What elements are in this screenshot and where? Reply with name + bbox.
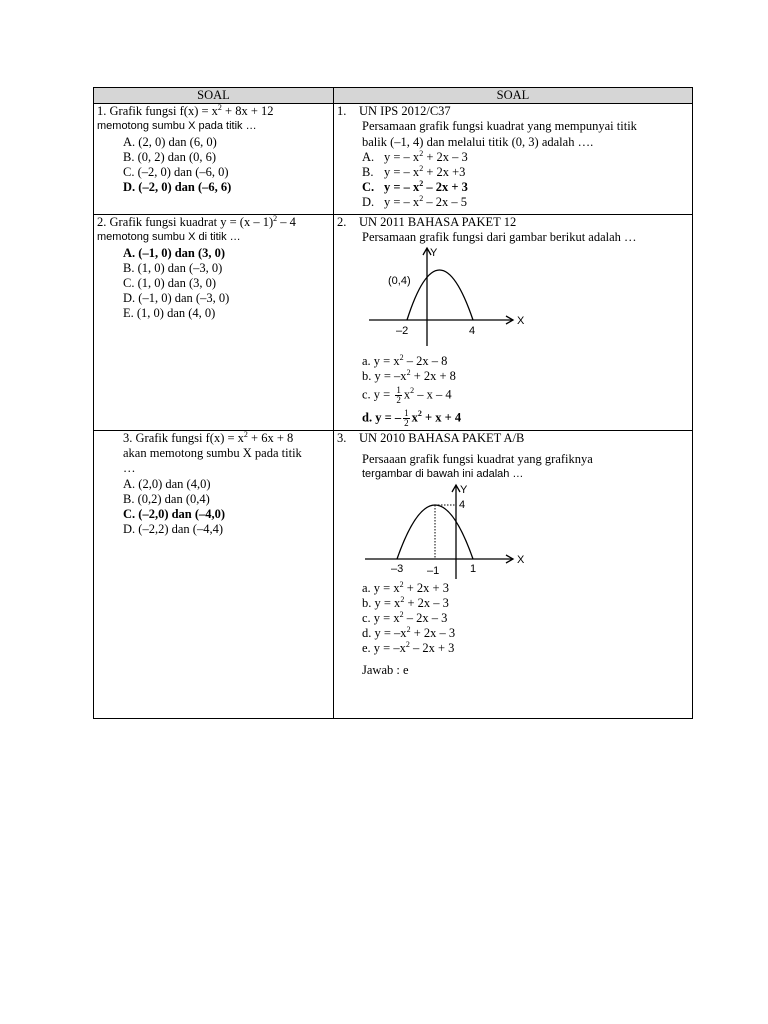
question-1-text: 1. Grafik fungsi $f(x) = x^2 + 8x + 12$	[97, 103, 274, 119]
un-2-option-c: c. y = $\frac{1}{2}$ $x^2$ – x – 4	[362, 385, 452, 406]
question-3-option-a: A. (2,0) dan (4,0)	[123, 476, 211, 491]
x-axis-label: X	[517, 553, 525, 566]
un-2-option-b: b. $y = -x^2 + 2x + 8$	[362, 367, 456, 383]
question-2-option-a: A. (–1, 0) dan (3, 0)	[123, 245, 226, 260]
question-2-option-d: D. (–1, 0) dan (–3, 0)	[123, 291, 230, 306]
un-1-option-a: A. y = – $x^2 + 2x - 3$	[362, 148, 468, 164]
un-1-option-c: C. y = – $x^2 - 2x + 3$	[362, 179, 468, 195]
question-3-text-3: …	[123, 461, 136, 476]
question-1-option-c: C. (–2, 0) dan (–6, 0)	[123, 165, 229, 180]
un-3-option-e: e. $y = -x^2 - 2x + 3$	[362, 640, 455, 656]
un-3-option-c: c. $y = x^2 - 2x - 3$	[362, 609, 448, 626]
un-1-option-d: D. y = – $x^2 - 2x - 5$	[362, 194, 467, 210]
question-2-text: 2. Grafik fungsi kuadrat y = (x – 1)$^2$ – 4	[97, 214, 296, 230]
answer-text: Jawab : e	[362, 662, 409, 677]
un-1-text: Persamaan grafik fungsi kuadrat yang mempunyai titik	[362, 119, 637, 134]
header-left: SOAL	[94, 88, 334, 104]
question-3-text: 3. Grafik fungsi $f(x) = x^2 + 6x + 8$	[123, 429, 294, 446]
un-2-option-d: d. y = – $\frac{1}{2}$ $x^2 + x + 4$	[362, 408, 462, 429]
question-3-option-b: B. (0,2) dan (0,4)	[123, 491, 210, 506]
y-axis-label: Y	[430, 246, 438, 259]
un-question-2-cell	[334, 215, 693, 431]
un-2-text: Persamaan grafik fungsi dari gambar berikut adalah …	[362, 230, 637, 245]
table-row	[94, 215, 693, 431]
parabola-graph-2	[363, 483, 538, 581]
table-row	[94, 104, 693, 215]
un-3-option-a: a. $y = x^2 + 2x + 3$	[362, 579, 449, 595]
question-3-option-c: C. (–2,0) dan (–4,0)	[123, 507, 226, 522]
un-3-title: UN 2010 BAHASA PAKET A/B	[359, 431, 525, 446]
y-axis-label: Y	[460, 483, 468, 496]
soal-table	[93, 87, 693, 719]
question-3-cell	[94, 431, 334, 719]
header-right: SOAL	[334, 88, 693, 104]
question-1-option-a: A. (2, 0) dan (6, 0)	[123, 134, 217, 149]
question-2-text-2: memotong sumbu X di titik …	[97, 231, 241, 244]
peak-label: 4	[459, 498, 466, 511]
vertex-x-label: –1	[427, 564, 440, 577]
x-axis-label: X	[517, 314, 525, 327]
un-question-3-cell	[334, 431, 693, 719]
question-2-option-b: B. (1, 0) dan (–3, 0)	[123, 260, 223, 275]
un-3-option-d: d. $y = -x^2 + 2x - 3$	[362, 625, 456, 641]
un-question-1-cell	[334, 104, 693, 215]
un-2-title: UN 2011 BAHASA PAKET 12	[359, 215, 517, 230]
un-1-number: 1.	[337, 104, 347, 119]
left-root-label: –2	[396, 324, 409, 337]
un-1-title: UN IPS 2012/C37	[359, 104, 451, 119]
question-2-cell	[94, 215, 334, 431]
un-2-number: 2.	[337, 215, 347, 230]
table-row	[94, 431, 693, 719]
fraction: $\frac{1}{2}$	[396, 385, 401, 406]
un-1-option-b: B. y = – $x^2 + 2x +3$	[362, 163, 466, 180]
question-1-option-d: D. (–2, 0) dan (–6, 6)	[123, 180, 232, 195]
question-1-option-b: B. (0, 2) dan (0, 6)	[123, 149, 217, 164]
question-3-option-d: D. (–2,2) dan (–4,4)	[123, 522, 223, 537]
right-root-label: 4	[469, 324, 476, 337]
fraction: $\frac{1}{2}$	[404, 408, 409, 429]
question-2-option-e: E. (1, 0) dan (4, 0)	[123, 306, 216, 321]
parabola-curve	[407, 270, 473, 320]
question-1-cell	[94, 104, 334, 215]
right-root-label: 1	[470, 562, 477, 575]
un-3-number: 3.	[337, 431, 347, 446]
parabola-graph-1	[363, 246, 538, 354]
question-3-text-2: akan memotong sumbu X pada titik	[123, 446, 302, 461]
un-3-option-b: b. $y = x^2 + 2x - 3$	[362, 594, 449, 610]
un-3-text: Persaaan grafik fungsi kuadrat yang grafiknya	[362, 452, 593, 467]
un-3-text-2: tergambar di bawah ini adalah …	[362, 468, 524, 481]
un-2-option-a: a. $y = x^2 - 2x - 8$	[362, 352, 448, 368]
question-2-option-c: C. (1, 0) dan (3, 0)	[123, 276, 217, 291]
y-intercept-label: (0,4)	[388, 274, 411, 287]
left-root-label: –3	[391, 562, 404, 575]
header-row	[94, 88, 693, 104]
question-1-text-2: memotong sumbu X pada titik …	[97, 120, 257, 133]
un-1-text-2: balik (–1, 4) dan melalui titik (0, 3) adalah ….	[362, 134, 594, 149]
